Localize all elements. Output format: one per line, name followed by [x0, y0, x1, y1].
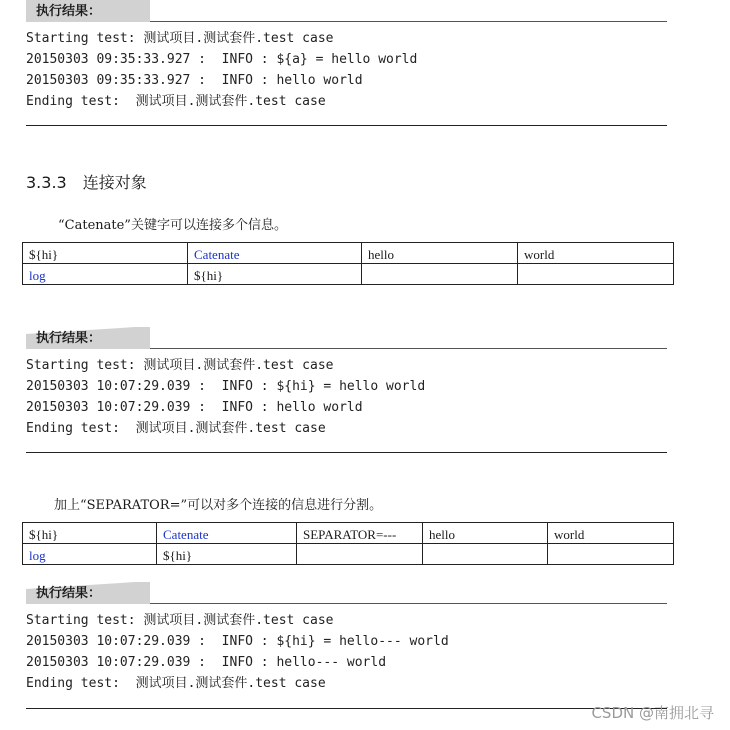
- result-header-rule: [150, 603, 667, 604]
- table-cell: [297, 544, 423, 565]
- output-line: Ending test: 测试项目.测试套件.test case: [26, 676, 326, 691]
- table-cell: world: [548, 523, 674, 544]
- keyword-table-1: [22, 242, 674, 285]
- table-cell: ${hi}: [23, 243, 188, 264]
- section-number: 3.3.3: [26, 173, 67, 192]
- table-row: [23, 523, 674, 544]
- table-cell: ${hi}: [188, 264, 362, 285]
- result-block-3: [26, 582, 667, 694]
- result-output: [26, 22, 667, 112]
- table-cell: [423, 544, 548, 565]
- result-header-rule: [150, 348, 667, 349]
- keyword-link-catenate[interactable]: Catenate: [157, 523, 297, 544]
- result-output: [26, 349, 667, 439]
- table-row: [23, 264, 674, 285]
- table-cell: [518, 264, 674, 285]
- result-end-rule: [26, 125, 667, 126]
- table-cell: world: [518, 243, 674, 264]
- result-block-1: [26, 0, 667, 112]
- table-cell: SEPARATOR=---: [297, 523, 423, 544]
- output-line: 20150303 10:07:29.039 : INFO : ${hi} = hello--- world: [26, 634, 449, 649]
- keyword-link-log[interactable]: log: [23, 264, 188, 285]
- result-header: [26, 327, 667, 349]
- output-line: 20150303 09:35:33.927 : INFO : ${a} = hello world: [26, 52, 418, 67]
- output-line: Starting test: 测试项目.测试套件.test case: [26, 358, 334, 373]
- result-end-rule: [26, 452, 667, 453]
- output-line: 20150303 10:07:29.039 : INFO : ${hi} = hello world: [26, 379, 426, 394]
- table-cell: hello: [423, 523, 548, 544]
- result-output: [26, 604, 667, 694]
- keyword-link-log[interactable]: log: [23, 544, 157, 565]
- keyword-table-2: [22, 522, 674, 565]
- output-line: Ending test: 测试项目.测试套件.test case: [26, 94, 326, 109]
- output-line: 20150303 09:35:33.927 : INFO : hello world: [26, 73, 363, 88]
- result-label: 执行结果：: [36, 586, 102, 601]
- result-block-2: [26, 327, 667, 439]
- separator-description: 加上“SEPARATOR=”可以对多个连接的信息进行分割。: [54, 498, 383, 513]
- output-line: Ending test: 测试项目.测试套件.test case: [26, 421, 326, 436]
- result-end-rule: [26, 708, 667, 709]
- output-line: 20150303 10:07:29.039 : INFO : hello world: [26, 400, 363, 415]
- table-row: [23, 544, 674, 565]
- table-row: [23, 243, 674, 264]
- table-cell: [362, 264, 518, 285]
- section-heading: [26, 170, 147, 193]
- output-line: 20150303 10:07:29.039 : INFO : hello--- world: [26, 655, 387, 670]
- section-title: 连接对象: [82, 173, 147, 192]
- result-label: 执行结果：: [36, 331, 102, 346]
- output-line: Starting test: 测试项目.测试套件.test case: [26, 613, 334, 628]
- output-line: Starting test: 测试项目.测试套件.test case: [26, 31, 334, 46]
- table-cell: ${hi}: [23, 523, 157, 544]
- table-cell: [548, 544, 674, 565]
- catenate-description: “Catenate”关键字可以连接多个信息。: [58, 218, 287, 233]
- watermark: CSDN @南拥北寻: [591, 704, 714, 722]
- result-header: [26, 0, 667, 22]
- keyword-link-catenate[interactable]: Catenate: [188, 243, 362, 264]
- table-cell: ${hi}: [157, 544, 297, 565]
- result-header: [26, 582, 667, 604]
- result-label: 执行结果：: [36, 4, 102, 19]
- table-cell: hello: [362, 243, 518, 264]
- result-header-rule: [150, 21, 667, 22]
